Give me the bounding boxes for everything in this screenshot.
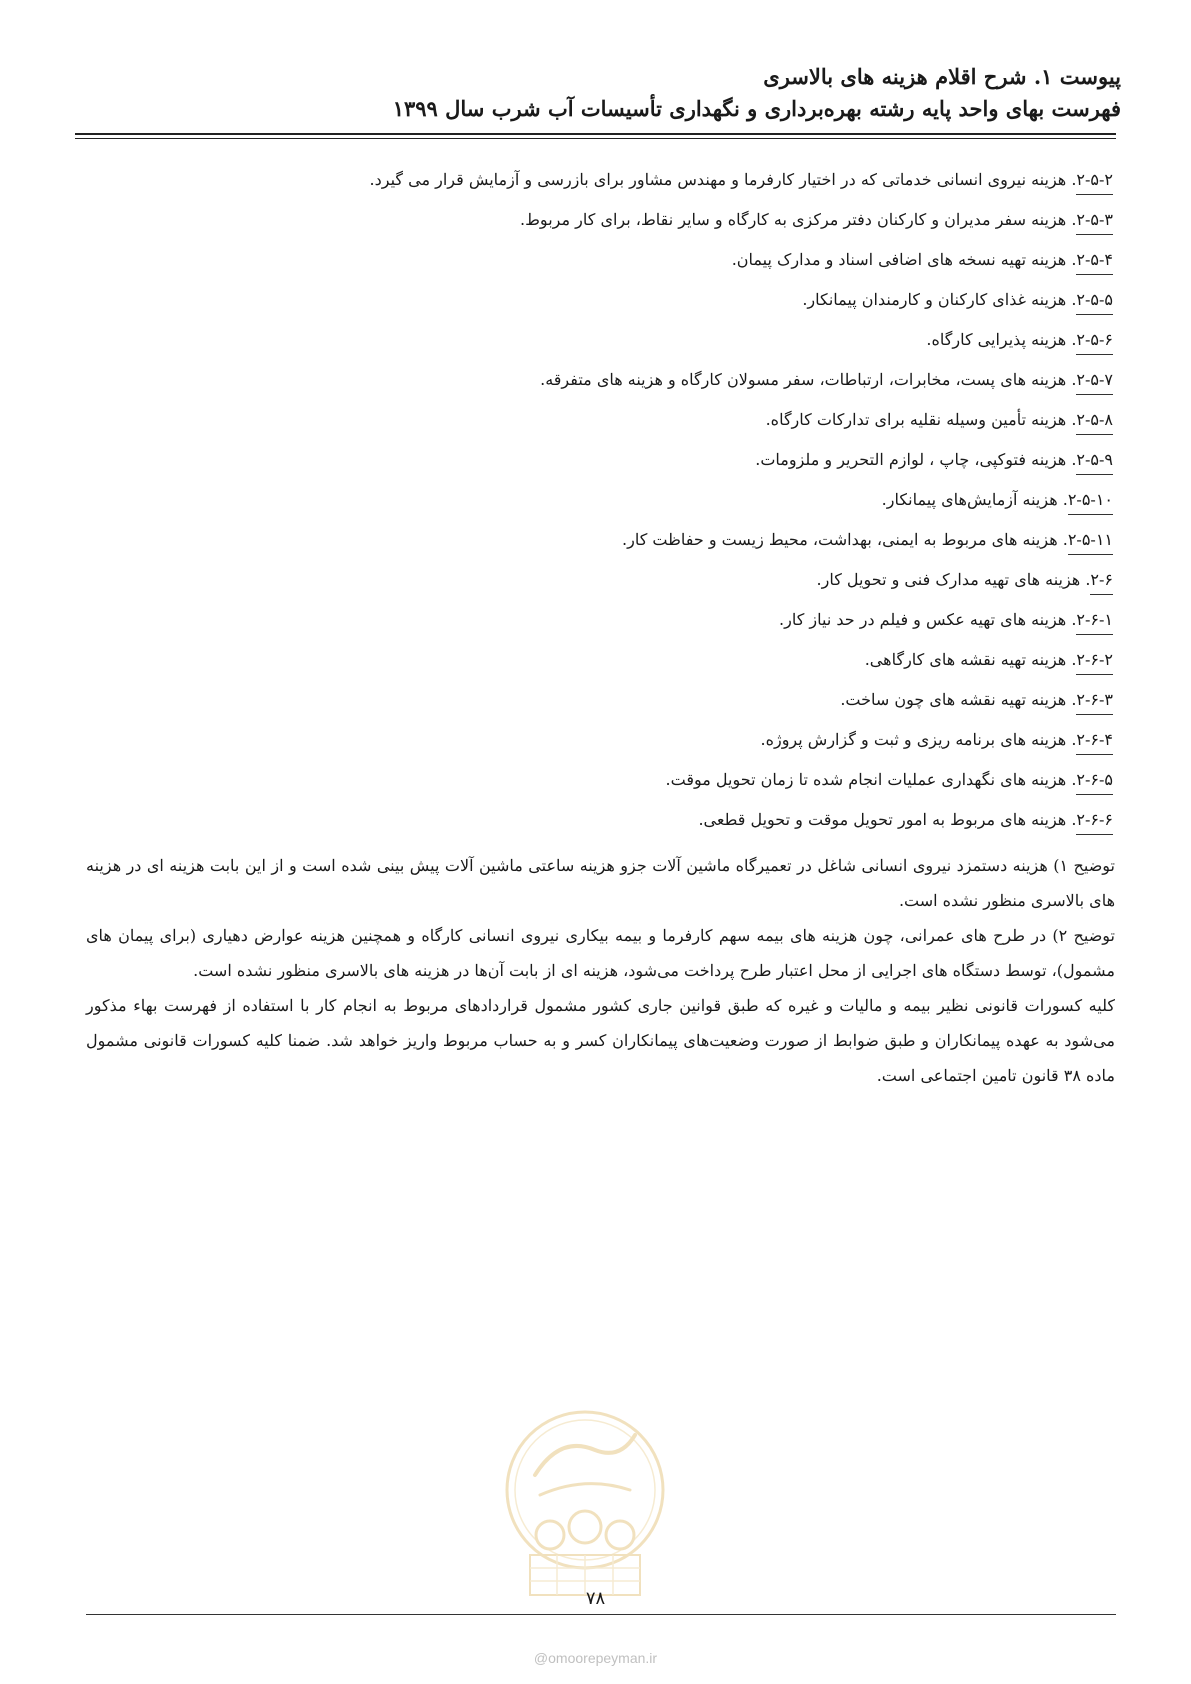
note-paragraph-2: توضیح ۲) در طرح های عمرانی، چون هزینه های بیمه سهم کارفرما و بیمه بیکاری نیروی انسانی کارگاه و همچنین هزینه عوارض دهیاری (برای پیمان های مشمول)، توسط دستگاه های اجرایی از محل اعتبار طرح پرداخت می‌شود، هزینه ای از بابت آن‌ها در هزینه های بالاسری منظور نشده است. xyxy=(86,926,1115,980)
list-item xyxy=(73,602,1113,642)
item-number: ۲-۵-۱۱ xyxy=(1068,528,1113,555)
list-item xyxy=(73,762,1113,802)
list-item xyxy=(73,202,1113,242)
page-title: پیوست ۱. شرح اقلام هزینه های بالاسری xyxy=(763,64,1121,89)
item-number: ۲-۶-۴ xyxy=(1076,728,1113,755)
item-number: ۲-۵-۸ xyxy=(1076,408,1113,435)
item-number: ۲-۵-۷ xyxy=(1076,368,1113,395)
item-text: . هزینه های مربوط به ایمنی، بهداشت، محیط زیست و حفاظت کار. xyxy=(622,530,1068,549)
list-item xyxy=(73,362,1113,402)
item-number: ۲-۶-۵ xyxy=(1076,768,1113,795)
list-item xyxy=(73,802,1113,842)
item-number: ۲-۶-۲ xyxy=(1076,648,1113,675)
list-item xyxy=(73,482,1113,522)
item-text: . هزینه های مربوط به امور تحویل موقت و تحویل قطعی. xyxy=(698,810,1077,829)
item-number: ۲-۶ xyxy=(1090,568,1113,595)
list-item xyxy=(73,722,1113,762)
page-number: ۷۸ xyxy=(585,1588,606,1609)
item-number: ۲-۵-۹ xyxy=(1076,448,1113,475)
item-number: ۲-۵-۵ xyxy=(1076,288,1113,315)
item-number: ۲-۶-۶ xyxy=(1076,808,1113,835)
item-number: ۲-۵-۶ xyxy=(1076,328,1113,355)
list-item xyxy=(73,322,1113,362)
list-item xyxy=(73,402,1113,442)
list-item xyxy=(73,442,1113,482)
item-text: . هزینه نیروی انسانی خدماتی که در اختیار کارفرما و مهندس مشاور برای بازرسی و آزمایش قرار می گیرد. xyxy=(369,170,1077,189)
item-text: . هزینه آزمایش‌های پیمانکار. xyxy=(881,490,1068,509)
list-item xyxy=(73,282,1113,322)
item-text: . هزینه های نگهداری عملیات انجام شده تا زمان تحویل موقت. xyxy=(665,770,1077,789)
item-text: . هزینه پذیرایی کارگاه. xyxy=(926,330,1077,349)
item-text: . هزینه تأمین وسیله نقلیه برای تدارکات کارگاه. xyxy=(765,410,1077,429)
list-item xyxy=(73,242,1113,282)
item-text: . هزینه های تهیه عکس و فیلم در حد نیاز کار. xyxy=(779,610,1077,629)
note-paragraph-1: توضیح ۱) هزینه دستمزد نیروی انسانی شاغل در تعمیرگاه ماشین آلات جزو هزینه ساعتی ماشین آلات پیش بینی شده است و از این بابت هزینه ای در هزینه های بالاسری منظور نشده است. xyxy=(86,856,1116,910)
page-header xyxy=(71,62,1121,126)
notes-section xyxy=(86,848,1115,1093)
item-text: . هزینه فتوکپی، چاپ ، لوازم التحریر و ملزومات. xyxy=(755,450,1077,469)
header-rule-thick xyxy=(75,133,1116,135)
cost-item-list xyxy=(73,162,1113,842)
list-item xyxy=(73,562,1113,602)
legal-deductions-paragraph: کلیه کسورات قانونی نظیر بیمه و مالیات و غیره که طبق قوانین جاری کشور مشمول قراردادهای مربوط به انجام کار با استفاده از فهرست بهاء مذکور می‌شود به عهده پیمانکاران و طبق ضوابط از صورت وضعیت‌های پیمانکاران کسر و به حساب مربوط واریز خواهد شد. ضمنا کلیه کسورات قانونی مشمول ماده ۳۸ قانون تامین اجتماعی است. xyxy=(86,996,1116,1085)
item-text: . هزینه غذای کارکنان و کارمندان پیمانکار. xyxy=(802,290,1077,309)
item-text: . هزینه های برنامه ریزی و ثبت و گزارش پروژه. xyxy=(760,730,1077,749)
page-subtitle: فهرست بهای واحد پایه رشته بهره‌برداری و نگهداری تأسیسات آب شرب سال ۱۳۹۹ xyxy=(392,96,1121,121)
item-number: ۲-۵-۱۰ xyxy=(1068,488,1113,515)
list-item xyxy=(73,642,1113,682)
item-number: ۲-۵-۳ xyxy=(1076,208,1113,235)
footer-rule xyxy=(86,1614,1116,1615)
website-watermark: @omoorepeyman.ir xyxy=(533,1650,658,1666)
item-number: ۲-۵-۲ xyxy=(1076,168,1113,195)
item-number: ۲-۶-۳ xyxy=(1076,688,1113,715)
item-text: . هزینه های پست، مخابرات، ارتباطات، سفر مسولان کارگاه و هزینه های متفرقه. xyxy=(540,370,1077,389)
item-text: . هزینه تهیه نقشه های کارگاهی. xyxy=(864,650,1077,669)
item-text: . هزینه تهیه نقشه های چون ساخت. xyxy=(840,690,1077,709)
list-item xyxy=(73,162,1113,202)
omoore-peyman-logo-watermark xyxy=(500,1395,670,1610)
list-item xyxy=(73,682,1113,722)
item-text: . هزینه سفر مدیران و کارکنان دفتر مرکزی به کارگاه و سایر نقاط، برای کار مربوط. xyxy=(520,210,1077,229)
header-rule-thin xyxy=(75,138,1116,139)
item-number: ۲-۵-۴ xyxy=(1076,248,1113,275)
item-text: . هزینه های تهیه مدارک فنی و تحویل کار. xyxy=(816,570,1091,589)
item-text: . هزینه تهیه نسخه های اضافی اسناد و مدارک پیمان. xyxy=(731,250,1077,269)
item-number: ۲-۶-۱ xyxy=(1076,608,1113,635)
list-item xyxy=(73,522,1113,562)
